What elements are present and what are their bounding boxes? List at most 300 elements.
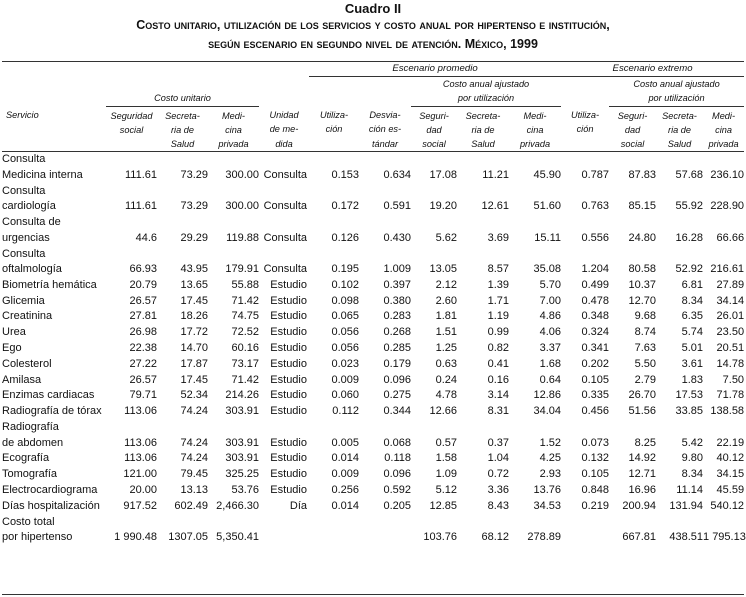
value-cell: 68.12 — [481, 531, 509, 544]
value-cell: 6.35 — [681, 310, 704, 323]
table-row — [2, 373, 744, 389]
unit-cell: Consulta — [263, 231, 307, 244]
value-cell: 40.12 — [716, 452, 745, 465]
value-cell: 0.848 — [581, 483, 610, 496]
table-row — [2, 404, 744, 420]
table-row — [2, 483, 744, 499]
value-cell: 5.42 — [681, 436, 704, 449]
value-cell: 1.83 — [681, 373, 704, 386]
value-cell: 7.63 — [634, 341, 657, 354]
value-cell: 0.098 — [331, 294, 359, 307]
row-label — [2, 515, 106, 546]
row-label: Ego — [2, 341, 22, 354]
value-cell: 0.397 — [383, 278, 411, 291]
value-cell: 1307.05 — [168, 531, 208, 544]
row-label — [2, 246, 106, 277]
value-cell: 216.61 — [710, 263, 745, 276]
value-cell: 66.66 — [716, 231, 745, 244]
value-cell: 27.22 — [129, 357, 157, 370]
value-cell: 51.60 — [533, 200, 562, 213]
row-label-line-1: Consulta de — [2, 216, 61, 229]
value-cell: 0.195 — [331, 263, 359, 276]
value-cell: 303.91 — [225, 405, 259, 418]
row-label: Urea — [2, 326, 26, 339]
value-cell: 13.05 — [429, 263, 457, 276]
value-cell: 79.45 — [180, 468, 208, 481]
value-cell: 3.61 — [681, 357, 704, 370]
value-cell: 131.94 — [669, 499, 704, 512]
unit-cell: Estudio — [270, 452, 307, 465]
unit-cell: Estudio — [270, 389, 307, 402]
value-cell: 1.04 — [487, 452, 509, 465]
value-cell: 74.24 — [180, 452, 208, 465]
unit-cell: Consulta — [263, 263, 307, 276]
value-cell: 26.98 — [129, 326, 157, 339]
value-cell: 0.335 — [581, 389, 610, 402]
value-cell: 5.62 — [435, 231, 457, 244]
row-label: Enzimas cardiacas — [2, 389, 95, 402]
value-cell: 26.01 — [716, 310, 745, 323]
value-cell: 1.204 — [581, 263, 610, 276]
value-cell: 74.24 — [180, 436, 208, 449]
value-cell: 11.21 — [457, 152, 509, 184]
value-cell: 13.65 — [180, 278, 208, 291]
value-cell: 71.42 — [231, 373, 259, 386]
header-medicina-privada-extremo: Medi- cina privada — [708, 110, 739, 150]
table-row — [2, 499, 744, 515]
table-row — [2, 388, 744, 404]
value-cell: 35.08 — [533, 263, 562, 276]
value-cell: 0.023 — [331, 357, 359, 370]
header-costo-anual-extremo-1: Costo anual ajustado — [633, 79, 720, 90]
row-label-line-1: Consulta — [2, 184, 46, 197]
header-costo-anual-promedio-2: por utilización — [411, 91, 561, 106]
row-label: Días hospitalización — [2, 499, 100, 512]
value-cell: 73.17 — [231, 357, 259, 370]
value-cell: 0.068 — [383, 436, 411, 449]
value-cell: 0.268 — [383, 326, 411, 339]
value-cell: 17.08 — [411, 152, 457, 184]
row-label-line-2: por hipertenso — [2, 531, 73, 544]
unit-cell: Estudio — [270, 310, 307, 323]
header-costo-anual-extremo-2: por utilización — [609, 91, 744, 106]
value-cell: 12.70 — [628, 294, 657, 307]
value-cell: 87.83 — [609, 152, 656, 184]
value-cell: 300.00 — [225, 200, 259, 213]
value-cell: 33.85 — [675, 405, 704, 418]
value-cell: 5.01 — [681, 341, 704, 354]
value-cell: 0.285 — [383, 341, 411, 354]
value-cell — [309, 515, 359, 546]
row-label: Amilasa — [2, 373, 42, 386]
value-cell: 0.82 — [487, 341, 509, 354]
value-cell: 300.00 — [208, 152, 259, 184]
value-cell: 3.14 — [487, 389, 509, 402]
value-cell: 0.341 — [581, 341, 610, 354]
value-cell: 2.60 — [435, 294, 457, 307]
value-cell: 23.50 — [716, 326, 745, 339]
value-cell: 113.06 — [124, 452, 157, 465]
header-utilizacion-extremo: Utiliza- ción — [570, 110, 600, 135]
value-cell: 1.51 — [435, 326, 457, 339]
unit-cell: Consulta — [263, 200, 307, 213]
table-row — [2, 215, 744, 246]
row-label: Ecografía — [2, 452, 50, 465]
value-cell: 0.478 — [581, 294, 610, 307]
value-cell — [359, 515, 411, 546]
value-cell: 0.456 — [581, 405, 610, 418]
value-cell: 10.37 — [628, 278, 657, 291]
value-cell: 74.24 — [180, 405, 208, 418]
row-label-line-2: Medicina interna — [2, 169, 83, 182]
value-cell: 7.00 — [539, 294, 562, 307]
value-cell: 29.29 — [180, 231, 208, 244]
value-cell: 72.52 — [231, 326, 259, 339]
value-cell: 34.14 — [716, 294, 745, 307]
value-cell: 74.75 — [231, 310, 259, 323]
value-cell: 602.49 — [174, 499, 208, 512]
value-cell: 0.99 — [487, 326, 509, 339]
value-cell: 0.056 — [331, 341, 359, 354]
value-cell: 0.179 — [383, 357, 411, 370]
value-cell: 0.41 — [487, 357, 509, 370]
table-row — [2, 451, 744, 467]
unit-cell: Consulta — [259, 152, 309, 184]
value-cell: 0.009 — [331, 373, 359, 386]
row-label: Tomografía — [2, 468, 58, 481]
table-row — [2, 341, 744, 357]
value-cell: 303.91 — [225, 452, 259, 465]
header-medicina-privada: Medi- cina privada — [218, 110, 249, 150]
value-cell: 138.58 — [710, 405, 745, 418]
header-seguridad-social: Seguridad social — [110, 110, 153, 135]
table-row — [2, 325, 744, 341]
header-escenario-extremo: Escenario extremo — [561, 62, 744, 77]
row-label: Biometría hemática — [2, 278, 97, 291]
value-cell: 17.45 — [180, 373, 208, 386]
value-cell: 20.51 — [716, 341, 745, 354]
value-cell: 0.24 — [435, 373, 457, 386]
value-cell: 103.76 — [423, 531, 457, 544]
value-cell: 303.91 — [225, 436, 259, 449]
table-row — [2, 357, 744, 373]
row-label-line-2: de abdomen — [2, 436, 64, 449]
row-label: Glicemia — [2, 294, 45, 307]
table-title-line-2: según escenario en segundo nivel de atención. México, 1999 — [208, 37, 538, 51]
value-cell: 113.06 — [124, 436, 157, 449]
value-cell: 8.34 — [681, 294, 704, 307]
value-cell: 214.26 — [225, 389, 259, 402]
value-cell: 20.00 — [129, 483, 157, 496]
value-cell: 0.126 — [331, 231, 359, 244]
value-cell: 0.37 — [487, 436, 509, 449]
value-cell: 0.499 — [581, 278, 610, 291]
header-seguridad-social-extremo: Seguri- dad social — [617, 110, 648, 150]
value-cell: 0.105 — [581, 468, 610, 481]
row-label-line-2: oftalmología — [2, 263, 62, 276]
value-cell: 73.29 — [157, 152, 208, 184]
value-cell: 55.92 — [675, 200, 704, 213]
value-cell: 0.256 — [331, 483, 359, 496]
value-cell: 14.70 — [180, 341, 208, 354]
value-cell: 0.592 — [383, 483, 411, 496]
header-costo-unitario: Costo unitario — [106, 91, 259, 106]
value-cell: 12.85 — [429, 499, 457, 512]
value-cell: 325.25 — [225, 468, 259, 481]
value-cell: 0.096 — [383, 373, 411, 386]
value-cell: 43.95 — [180, 263, 208, 276]
table-title-line-1: Costo unitario, utilización de los servicios y costo anual por hipertenso e institución, — [136, 18, 610, 32]
value-cell: 8.25 — [634, 436, 657, 449]
value-cell: 111.61 — [124, 200, 157, 213]
header-seguridad-social-promedio: Seguri- dad social — [419, 110, 449, 150]
header-secretaria-salud-extremo: Secreta- ria de Salud — [662, 110, 697, 150]
value-cell: 0.64 — [539, 373, 562, 386]
value-cell: 18.26 — [180, 310, 208, 323]
row-label-line-1: Radiografía — [2, 421, 59, 434]
value-cell: 0.219 — [581, 499, 610, 512]
value-cell: 113.06 — [124, 405, 157, 418]
row-label: Electrocardiograma — [2, 483, 98, 496]
value-cell: 4.06 — [539, 326, 562, 339]
value-cell: 13.76 — [533, 483, 562, 496]
table-row — [2, 152, 744, 184]
value-cell: 1.71 — [487, 294, 509, 307]
value-cell: 0.172 — [331, 200, 359, 213]
value-cell: 5.50 — [634, 357, 657, 370]
value-cell — [561, 515, 609, 546]
value-cell: 1.009 — [383, 263, 411, 276]
table-caption-label: Cuadro II — [344, 1, 402, 16]
value-cell: 228.90 — [710, 200, 745, 213]
unit-cell — [259, 515, 309, 546]
value-cell: 1.09 — [435, 468, 457, 481]
value-cell: 12.71 — [628, 468, 657, 481]
value-cell: 0.118 — [384, 452, 411, 465]
header-utilizacion-promedio: Utiliza- ción — [319, 110, 349, 135]
value-cell: 71.78 — [716, 389, 745, 402]
value-cell: 0.591 — [383, 200, 411, 213]
table-row — [2, 309, 744, 325]
value-cell: 0.132 — [581, 452, 610, 465]
value-cell: 0.096 — [383, 468, 411, 481]
value-cell: 2.12 — [435, 278, 457, 291]
value-cell: 917.52 — [123, 499, 157, 512]
value-cell: 0.102 — [331, 278, 359, 291]
value-cell: 8.74 — [634, 326, 657, 339]
bottom-rule — [2, 594, 744, 595]
header-unidad-medida: Unidad de me- dida — [269, 110, 299, 149]
value-cell: 26.57 — [129, 294, 157, 307]
value-cell: 17.45 — [180, 294, 208, 307]
value-cell: 8.43 — [487, 499, 509, 512]
unit-cell: Estudio — [270, 483, 307, 496]
cost-table — [2, 62, 744, 546]
value-cell: 0.073 — [581, 436, 610, 449]
row-label: Creatinina — [2, 310, 53, 323]
value-cell: 0.112 — [332, 405, 359, 418]
value-cell: 9.68 — [634, 310, 657, 323]
value-cell: 0.009 — [331, 468, 359, 481]
value-cell: 57.68 — [656, 152, 703, 184]
value-cell: 26.57 — [129, 373, 157, 386]
value-cell: 12.86 — [533, 389, 562, 402]
value-cell: 200.94 — [622, 499, 657, 512]
value-cell: 80.58 — [628, 263, 657, 276]
value-cell: 0.57 — [435, 436, 457, 449]
table-row — [2, 420, 744, 451]
value-cell: 66.93 — [129, 263, 157, 276]
value-cell: 1.39 — [487, 278, 509, 291]
value-cell: 45.90 — [509, 152, 561, 184]
value-cell: 52.34 — [180, 389, 208, 402]
total-row — [2, 515, 744, 546]
row-label — [2, 215, 106, 246]
value-cell: 0.014 — [331, 452, 359, 465]
header-secretaria-salud: Secreta- ria de Salud — [165, 110, 200, 150]
value-cell: 5.12 — [435, 483, 457, 496]
value-cell: 2.79 — [634, 373, 657, 386]
value-cell: 1.19 — [487, 310, 509, 323]
row-label — [2, 152, 106, 184]
value-cell: 0.324 — [581, 326, 610, 339]
unit-cell: Estudio — [270, 326, 307, 339]
unit-cell: Estudio — [270, 357, 307, 370]
row-label: Radiografía de tórax — [2, 405, 102, 418]
value-cell: 17.87 — [180, 357, 208, 370]
row-label-line-2: urgencias — [2, 231, 50, 244]
value-cell: 438.51 — [669, 531, 704, 544]
row-label-line-1: Consulta — [2, 247, 46, 260]
header-escenario-promedio: Escenario promedio — [309, 62, 561, 77]
value-cell: 3.36 — [487, 483, 509, 496]
value-cell: 0.005 — [331, 436, 359, 449]
value-cell: 26.70 — [628, 389, 657, 402]
unit-cell: Estudio — [270, 436, 307, 449]
unit-cell: Estudio — [270, 341, 307, 354]
value-cell: 667.81 — [622, 531, 657, 544]
value-cell: 1.25 — [435, 341, 457, 354]
value-cell: 15.11 — [534, 231, 562, 244]
value-cell: 3.69 — [487, 231, 509, 244]
value-cell: 121.00 — [123, 468, 157, 481]
value-cell: 34.04 — [533, 405, 562, 418]
value-cell: 16.28 — [675, 231, 704, 244]
value-cell: 0.430 — [383, 231, 411, 244]
value-cell: 34.15 — [716, 468, 745, 481]
value-cell: 0.63 — [435, 357, 457, 370]
value-cell: 0.344 — [383, 405, 411, 418]
value-cell: 0.153 — [309, 152, 359, 184]
value-cell: 278.89 — [527, 531, 562, 544]
value-cell: 0.105 — [581, 373, 610, 386]
value-cell: 0.283 — [383, 310, 411, 323]
value-cell: 0.348 — [581, 310, 610, 323]
value-cell: 44.6 — [135, 231, 157, 244]
row-label — [2, 184, 106, 215]
value-cell: 11.14 — [676, 483, 704, 496]
header-secretaria-salud-promedio: Secreta- ria de Salud — [465, 110, 501, 150]
value-cell: 51.56 — [628, 405, 657, 418]
value-cell: 0.72 — [487, 468, 509, 481]
header-desviacion: Desvia- ción es- tándar — [368, 110, 402, 149]
value-cell: 13.13 — [180, 483, 208, 496]
value-cell: 3.37 — [539, 341, 562, 354]
value-cell: 0.556 — [581, 231, 610, 244]
value-cell: 14.92 — [628, 452, 657, 465]
header-costo-anual-promedio-1: Costo anual ajustado — [442, 79, 530, 90]
value-cell: 79.71 — [129, 389, 157, 402]
value-cell: 0.205 — [383, 499, 411, 512]
value-cell: 12.66 — [429, 405, 457, 418]
value-cell: 4.25 — [539, 452, 562, 465]
value-cell: 45.59 — [716, 483, 745, 496]
value-cell: 0.16 — [487, 373, 509, 386]
value-cell: 0.634 — [359, 152, 411, 184]
value-cell: 5,350.41 — [216, 531, 259, 544]
row-label-line-1: Consulta — [2, 153, 46, 166]
table-body — [2, 152, 744, 546]
value-cell: 12.61 — [481, 200, 509, 213]
value-cell: 85.15 — [628, 200, 657, 213]
table-caption-title — [0, 16, 746, 54]
table-row — [2, 184, 744, 215]
header-servicio: Servicio — [6, 110, 39, 121]
value-cell: 53.76 — [231, 483, 259, 496]
value-cell: 1.68 — [539, 357, 562, 370]
value-cell: 8.31 — [487, 405, 509, 418]
table-row — [2, 294, 744, 310]
table-row — [2, 246, 744, 277]
value-cell: 2.93 — [539, 468, 562, 481]
value-cell: 1 990.48 — [114, 531, 157, 544]
value-cell: 4.86 — [539, 310, 562, 323]
value-cell: 5.74 — [681, 326, 704, 339]
value-cell: 179.91 — [225, 263, 259, 276]
value-cell: 27.89 — [716, 278, 745, 291]
value-cell: 24.80 — [628, 231, 657, 244]
table-header — [2, 62, 744, 152]
value-cell: 1.52 — [539, 436, 562, 449]
value-cell: 20.79 — [129, 278, 157, 291]
unit-cell: Estudio — [270, 468, 307, 481]
value-cell: 52.92 — [675, 263, 704, 276]
value-cell: 4.78 — [435, 389, 457, 402]
value-cell: 0.014 — [331, 499, 359, 512]
value-cell: 9.80 — [681, 452, 704, 465]
value-cell: 22.38 — [129, 341, 157, 354]
value-cell: 8.34 — [681, 468, 704, 481]
value-cell: 19.20 — [429, 200, 457, 213]
value-cell: 73.29 — [180, 200, 208, 213]
value-cell: 17.72 — [180, 326, 208, 339]
value-cell: 7.50 — [722, 373, 745, 386]
value-cell: 22.19 — [716, 436, 745, 449]
row-label-line-2: cardiología — [2, 200, 56, 213]
value-cell: 0.060 — [331, 389, 359, 402]
value-cell: 0.380 — [383, 294, 411, 307]
value-cell: 1.58 — [435, 452, 457, 465]
row-label-line-1: Costo total — [2, 515, 55, 528]
header-medicina-privada-promedio: Medi- cina privada — [519, 110, 551, 150]
value-cell: 17.53 — [675, 389, 704, 402]
value-cell: 6.81 — [681, 278, 704, 291]
value-cell: 16.96 — [628, 483, 657, 496]
unit-cell: Estudio — [270, 294, 307, 307]
value-cell: 119.88 — [226, 231, 259, 244]
value-cell: 1.81 — [435, 310, 457, 323]
value-cell: 0.202 — [581, 357, 610, 370]
